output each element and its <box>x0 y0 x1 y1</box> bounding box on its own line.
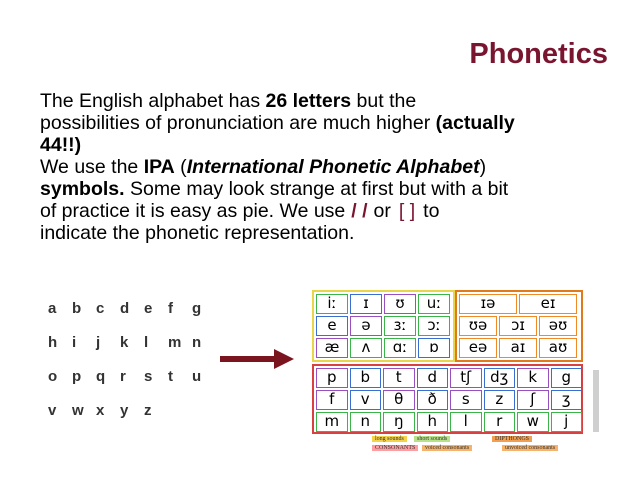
bracket-symbol: [ ] <box>398 200 416 222</box>
bold-text: (actually <box>435 112 515 134</box>
text: indicate the phonetic representation. <box>40 222 355 244</box>
ipa-symbol-cell: tʃ <box>450 368 482 388</box>
ipa-symbol-cell: ɑː <box>384 338 416 358</box>
ipa-legend-label: voiced consonants <box>422 445 472 451</box>
ipa-symbol-cell: uː <box>418 294 450 314</box>
alphabet-letter: p <box>72 368 82 385</box>
alphabet-letter: f <box>168 300 173 317</box>
alphabet-letter: k <box>120 334 129 351</box>
line-5 <box>40 178 620 200</box>
alphabet-letter: y <box>120 402 129 419</box>
ipa-symbol-cell: ɪ <box>350 294 382 314</box>
line-7 <box>40 222 620 244</box>
text: possibilities of pronunciation are much higher <box>40 112 436 134</box>
alphabet-letter: z <box>144 402 152 419</box>
alphabet-letter: n <box>192 334 202 351</box>
ipa-symbol-cell: dʒ <box>484 368 516 388</box>
arrow-icon <box>218 345 298 375</box>
ipa-symbol-cell: b <box>350 368 382 388</box>
slide-title: Phonetics <box>469 38 608 70</box>
ipa-symbol-cell: d <box>417 368 449 388</box>
ipa-symbol-cell: ɔɪ <box>499 316 537 336</box>
ipa-symbol-cell: h <box>417 412 449 432</box>
alphabet-letter: j <box>96 334 101 351</box>
ipa-symbol-cell: ə <box>350 316 382 336</box>
text: We use the <box>40 156 144 178</box>
alphabet-row <box>48 334 218 368</box>
ipa-legend-label: long sounds <box>372 436 407 442</box>
alphabet-letter: c <box>96 300 105 317</box>
text: of practice it is easy as pie. We use <box>40 200 346 222</box>
bold-text: 44!!) <box>40 134 82 156</box>
ipa-symbol-cell: g <box>551 368 583 388</box>
ipa-symbol-cell: əʊ <box>539 316 577 336</box>
ipa-legend-label: unvoiced consonants <box>502 445 558 451</box>
ipa-symbol-cell: w <box>517 412 549 432</box>
alphabet-letter: h <box>48 334 58 351</box>
alphabet-letter: e <box>144 300 153 317</box>
slash-symbol: / / <box>351 200 368 222</box>
ipa-symbol-cell: m <box>316 412 348 432</box>
italic-text: International Phonetic Alphabet <box>186 156 480 178</box>
ipa-symbol-cell: e <box>316 316 348 336</box>
text: but the <box>351 90 417 112</box>
alphabet-letter: g <box>192 300 202 317</box>
alphabet-letter: x <box>96 402 105 419</box>
ipa-symbol-cell: iː <box>316 294 348 314</box>
alphabet-row <box>48 402 218 436</box>
line-3 <box>40 134 620 156</box>
alphabet-letter: r <box>120 368 126 385</box>
text: The English alphabet has <box>40 90 266 112</box>
alphabet-letter: o <box>48 368 58 385</box>
ipa-symbol-cell: θ <box>383 390 415 410</box>
text: Some may look strange at first but with a bit <box>124 178 509 200</box>
ipa-symbol-cell: s <box>450 390 482 410</box>
ipa-legend-label: short sounds <box>414 436 450 442</box>
ipa-symbol-cell: ɒ <box>418 338 450 358</box>
alphabet-row <box>48 368 218 402</box>
ipa-chart-image <box>312 290 590 450</box>
alphabet-letter: u <box>192 368 202 385</box>
text: to <box>423 200 440 222</box>
image-credit-strip <box>593 370 599 432</box>
alphabet-letter: l <box>144 334 149 351</box>
alphabet-letter: w <box>72 402 84 419</box>
line-1 <box>40 90 620 112</box>
ipa-symbol-cell: ʃ <box>517 390 549 410</box>
ipa-symbol-cell: t <box>383 368 415 388</box>
ipa-symbol-cell: z <box>484 390 516 410</box>
ipa-symbol-cell: eə <box>459 338 497 358</box>
ipa-symbol-cell: ɜː <box>384 316 416 336</box>
ipa-symbol-cell: l <box>450 412 482 432</box>
ipa-legend-label: DIPTHONGS <box>492 436 532 442</box>
ipa-symbol-cell: j <box>551 412 583 432</box>
ipa-symbol-cell: aʊ <box>539 338 577 358</box>
alphabet-chart <box>48 300 218 436</box>
alphabet-letter: t <box>168 368 173 385</box>
alphabet-letter: a <box>48 300 57 317</box>
text: or <box>373 200 391 222</box>
ipa-symbol-cell: r <box>484 412 516 432</box>
text: ( <box>174 156 187 178</box>
line-6 <box>40 200 620 222</box>
ipa-legend-label: CONSONANTS <box>372 445 418 451</box>
alphabet-row <box>48 300 218 334</box>
ipa-symbol-cell: ɪə <box>459 294 517 314</box>
text: ) <box>479 156 487 178</box>
ipa-symbol-cell: ʌ <box>350 338 382 358</box>
ipa-symbol-cell: ʒ <box>551 390 583 410</box>
alphabet-letter: s <box>144 368 153 385</box>
ipa-symbol-cell: eɪ <box>519 294 577 314</box>
ipa-symbol-cell: ʊə <box>459 316 497 336</box>
ipa-symbol-cell: ʊ <box>384 294 416 314</box>
alphabet-letter: i <box>72 334 77 351</box>
alphabet-letter: v <box>48 402 57 419</box>
ipa-symbol-cell: k <box>517 368 549 388</box>
ipa-symbol-cell: ŋ <box>383 412 415 432</box>
line-4 <box>40 156 620 178</box>
alphabet-letter: b <box>72 300 82 317</box>
ipa-symbol-cell: ɔː <box>418 316 450 336</box>
line-2 <box>40 112 620 134</box>
bold-text: symbols. <box>40 178 125 200</box>
ipa-symbol-cell: p <box>316 368 348 388</box>
ipa-symbol-cell: æ <box>316 338 348 358</box>
alphabet-letter: m <box>168 334 182 351</box>
bold-text: 26 letters <box>265 90 352 112</box>
ipa-symbol-cell: ð <box>417 390 449 410</box>
ipa-symbol-cell: v <box>350 390 382 410</box>
ipa-symbol-cell: f <box>316 390 348 410</box>
ipa-symbol-cell: n <box>350 412 382 432</box>
ipa-symbol-cell: aɪ <box>499 338 537 358</box>
alphabet-letter: d <box>120 300 130 317</box>
body-paragraph <box>40 90 620 244</box>
bold-text: IPA <box>143 156 175 178</box>
alphabet-letter: q <box>96 368 106 385</box>
